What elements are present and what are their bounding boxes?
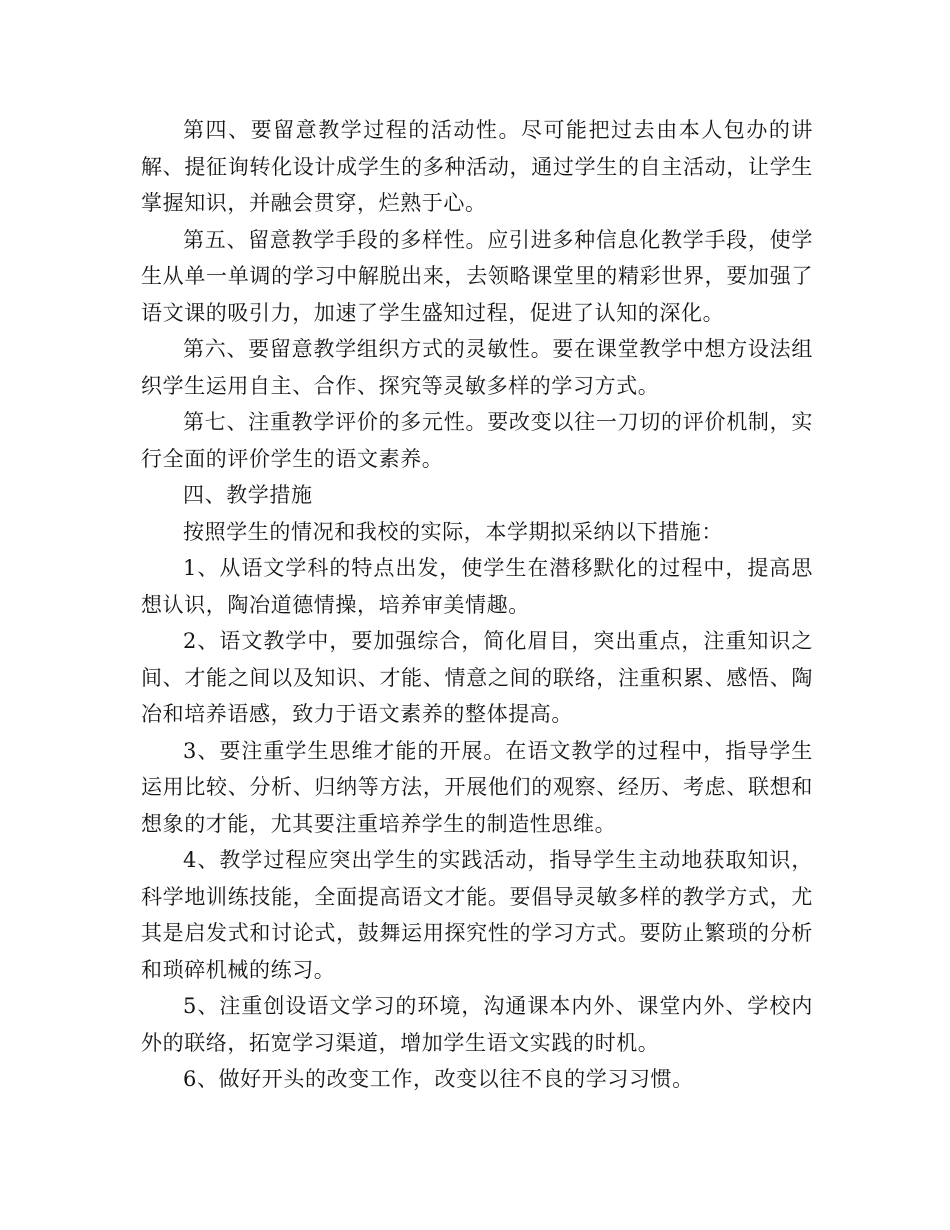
paragraph-5th-point: 第五、留意教学手段的多样性。应引进多种信息化教学手段，使学生从单一单调的学习中解脱出来，去领略课堂里的精彩世界，要加强了语文课的吸引力，加速了学生盛知过程，促进了认知的深化。 [141,227,813,325]
paragraph-measure-2: 2、语文教学中，要加强综合，简化眉目，突出重点，注重知识之间、才能之间以及知识、才能、情意之间的联络，注重积累、感悟、陶冶和培养语感，致力于语文素养的整体提高。 [141,629,813,726]
paragraph-measure-4: 4、教学过程应突出学生的实践活动，指导学生主动地获取知识，科学地训练技能，全面提高语文才能。要倡导灵敏多样的教学方式，尤其是启发式和讨论式，鼓舞运用探究性的学习方式。要防止繁琐的分析和琐碎机械的练习。 [141,848,813,982]
paragraph-measures-intro: 按照学生的情况和我校的实际，本学期拟采纳以下措施： [183,519,723,544]
paragraph-measure-3: 3、要注重学生思维才能的开展。在语文教学的过程中，指导学生运用比较、分析、归纳等方法，开展他们的观察、经历、考虑、联想和想象的才能，尤其要注重培养学生的制造性思维。 [141,738,813,836]
document-body [141,112,813,1098]
paragraph-7th-point: 第七、注重教学评价的多元性。要改变以往一刀切的评价机制，实行全面的评价学生的语文素养。 [141,410,813,471]
paragraph-measure-1: 1、从语文学科的特点出发，使学生在潜移默化的过程中，提高思想认识，陶冶道德情操，培养审美情趣。 [141,556,813,617]
paragraph-6th-point: 第六、要留意教学组织方式的灵敏性。要在课堂教学中想方设法组织学生运用自主、合作、探究等灵敏多样的学习方式。 [141,337,813,398]
section-heading-teaching-measures: 四、教学措施 [183,483,313,507]
paragraph-4th-point: 第四、要留意教学过程的活动性。尽可能把过去由本人包办的讲解、提征询转化设计成学生的多种活动，通过学生的自主活动，让学生掌握知识，并融会贯穿，烂熟于心。 [141,118,813,215]
paragraph-measure-5: 5、注重创设语文学习的环境，沟通课本内外、课堂内外、学校内外的联络，拓宽学习渠道，增加学生语文实践的时机。 [141,994,813,1055]
paragraph-measure-6: 6、做好开头的改变工作，改变以往不良的学习习惯。 [183,1067,694,1091]
